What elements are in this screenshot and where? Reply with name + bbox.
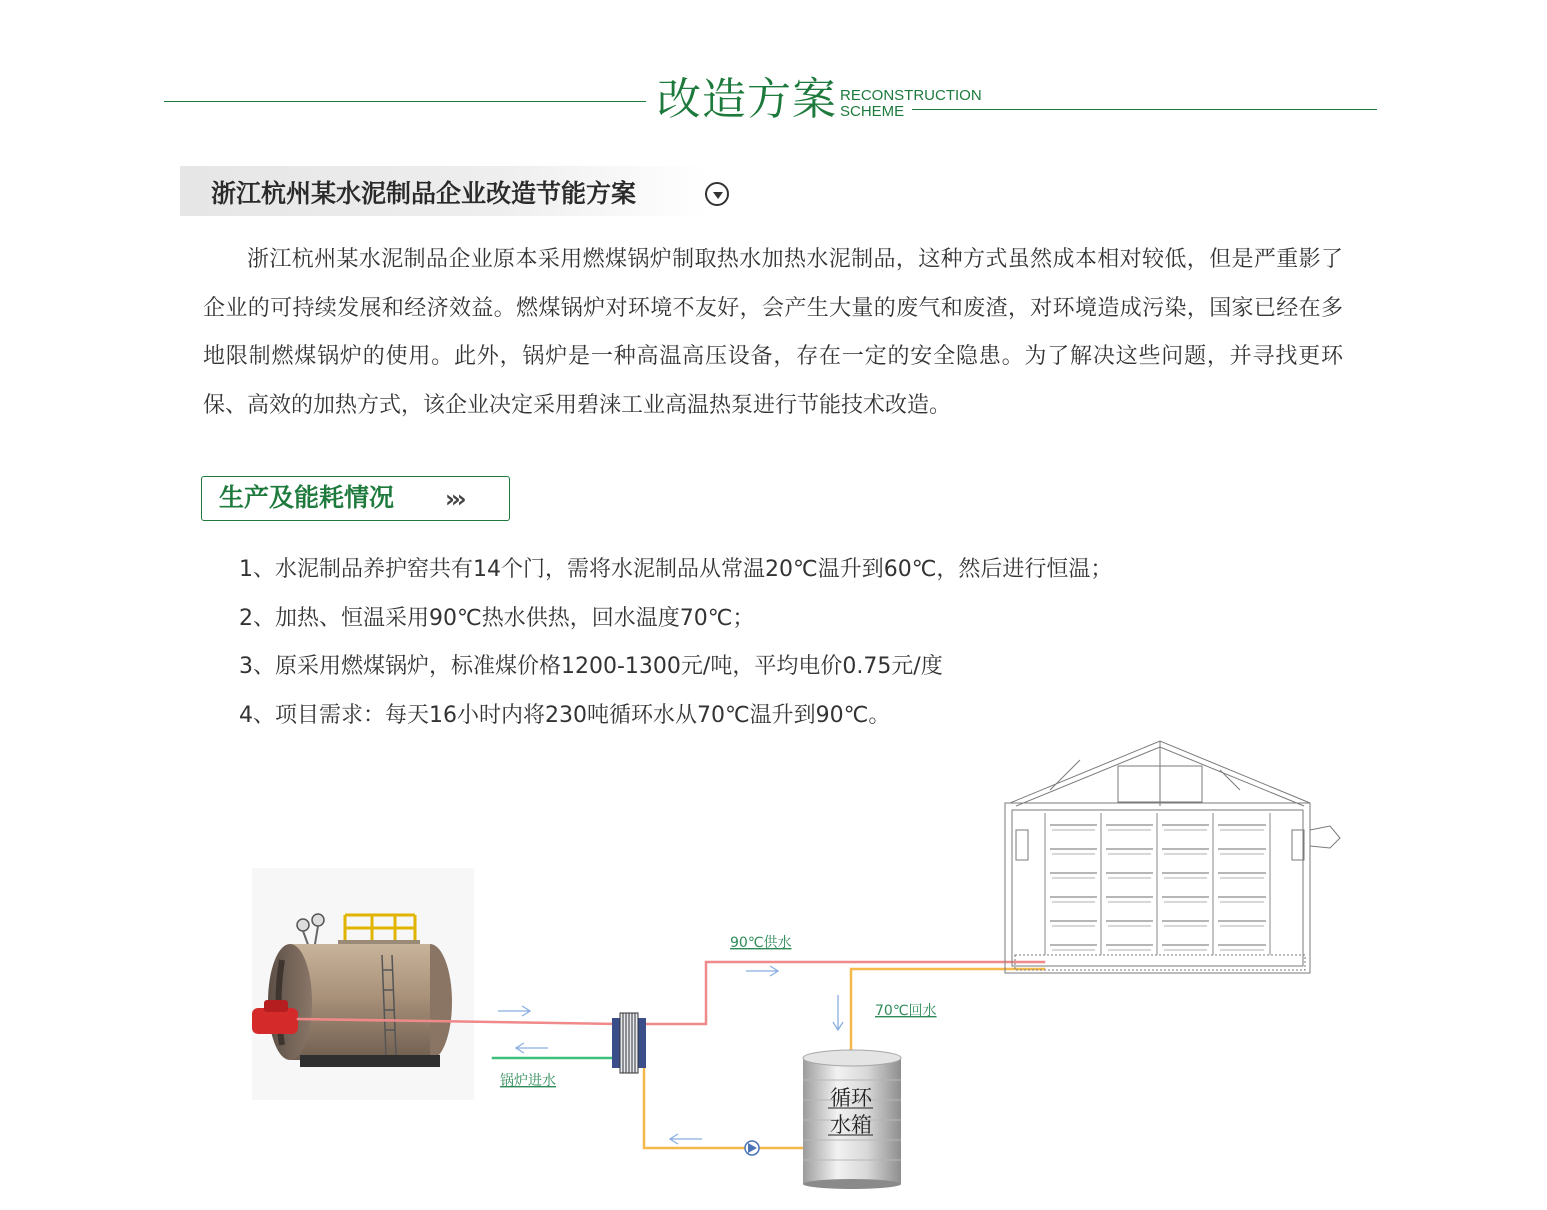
list-item: 4、项目需求：每天16小时内将230吨循环水从70℃温升到90℃。 bbox=[239, 702, 891, 728]
list-item: 1、水泥制品养护窑共有14个门，需将水泥制品从常温20℃温升到60℃，然后进行恒温； bbox=[239, 557, 1113, 582]
page-title-english bbox=[840, 88, 982, 120]
list-item: 2、加热、恒温采用90℃热水供热，回水温度70℃； bbox=[239, 605, 755, 631]
page-title: 改造方案 bbox=[657, 74, 837, 125]
boiler-icon bbox=[252, 868, 474, 1100]
subsection-title: 生产及能耗情况 bbox=[219, 483, 395, 512]
page-title-english-line1: RECONSTRUCTION bbox=[840, 87, 982, 104]
curing-kiln-icon bbox=[1005, 741, 1340, 973]
section-title: 浙江杭州某水泥制品企业改造节能方案 bbox=[211, 179, 637, 208]
boiler-inlet-label: 锅炉进水 bbox=[500, 1073, 556, 1089]
kiln-shelving bbox=[1045, 813, 1270, 955]
tank-label-line1: 循环 bbox=[830, 1086, 872, 1110]
supply-label: 90℃供水 bbox=[730, 935, 792, 951]
tank-label-line2: 水箱 bbox=[830, 1113, 872, 1137]
return-label: 70℃回水 bbox=[875, 1003, 937, 1019]
chevron-down-icon[interactable] bbox=[705, 182, 729, 206]
requirements-list bbox=[239, 546, 1112, 740]
triple-chevron-right-icon: ››› bbox=[445, 485, 463, 513]
system-diagram bbox=[240, 735, 1350, 1195]
pump-icon bbox=[745, 1141, 759, 1155]
header-divider-right bbox=[912, 109, 1377, 110]
heat-exchanger-icon bbox=[612, 1013, 646, 1073]
section-paragraph: 浙江杭州某水泥制品企业原本采用燃煤锅炉制取热水加热水泥制品，这种方式虽然成本相对较低，但是严重影了企业的可持续发展和经济效益。燃煤锅炉对环境不友好，会产生大量的废气和废渣，对环境造成污染，国家已经在多地限制燃煤锅炉的使用。此外，锅炉是一种高温高压设备，存在一定的安全隐患。为了解决这些问题，并寻找更环保、高效的加热方式，该企业决定采用碧涞工业高温热泵进行节能技术改造。 bbox=[203, 247, 1343, 418]
header-divider-left bbox=[164, 101, 646, 102]
page-title-english-line2: SCHEME bbox=[840, 103, 905, 120]
list-item: 3、原采用燃煤锅炉，标准煤价格1200-1300元/吨，平均电价0.75元/度 bbox=[239, 654, 943, 679]
